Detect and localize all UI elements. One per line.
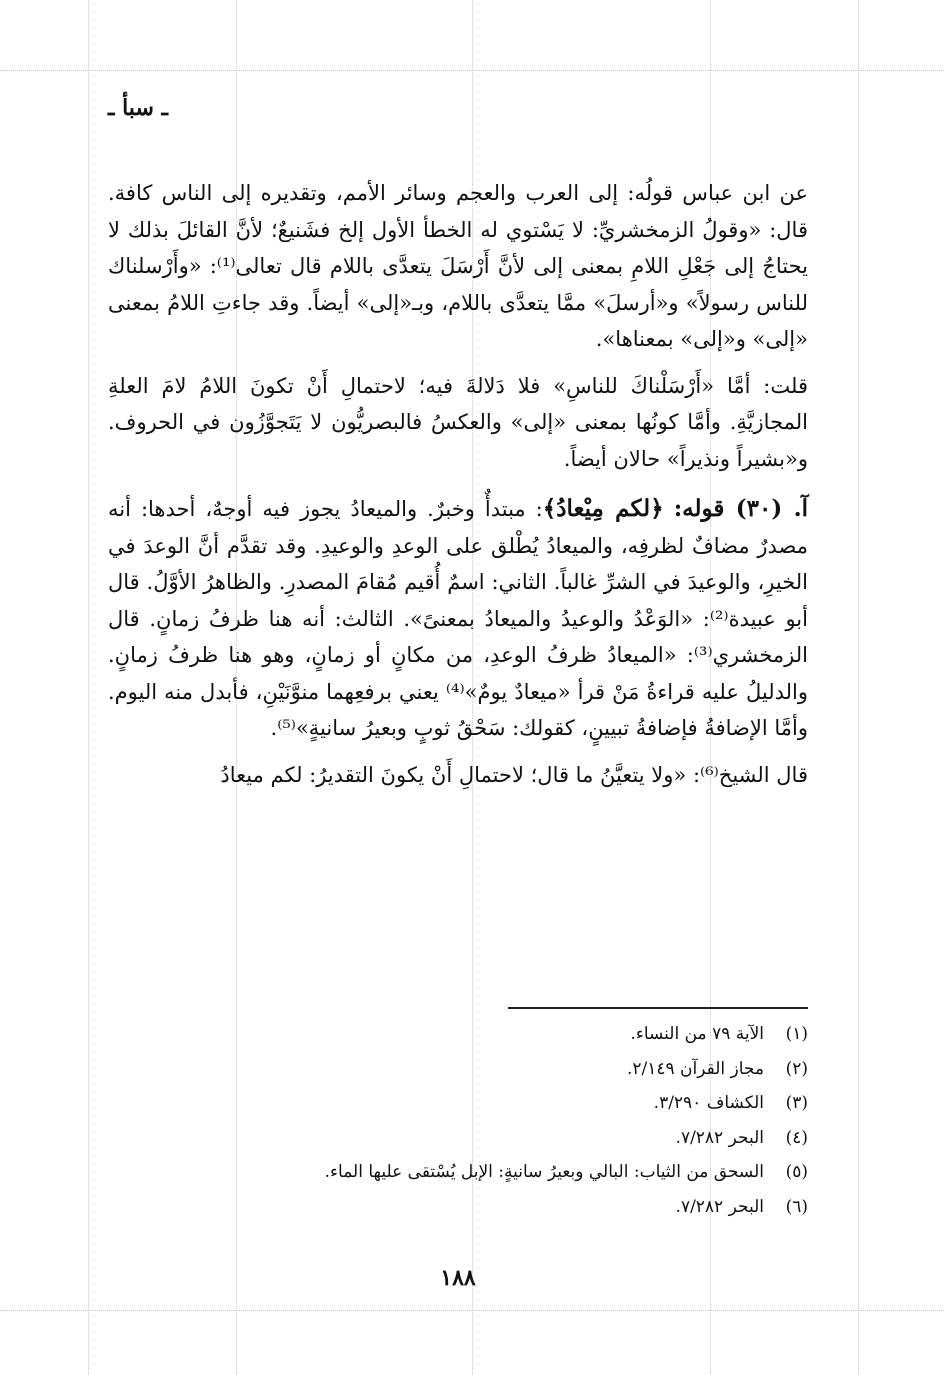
document-page <box>108 85 808 1345</box>
page-number: ١٨٨ <box>440 1265 476 1291</box>
verse-commentary <box>108 491 808 747</box>
paragraph: قلت: أمَّا «أَرْسَلْناكَ للناسِ» فلا دَلالةَ فيه؛ لاحتمالِ أَنْ تكونَ اللامُ لامَ العلةِ المجازيَّةِ. وأمَّا كونُها بمعنى «إلى» والعكسُ فالبصريُّون لا يَتَجوَّزُون في الحروف. و«بشيراً ونذيراً» حالان أيضاً. <box>108 373 808 471</box>
footnote-divider <box>508 1007 808 1009</box>
footnote <box>108 1052 808 1087</box>
footnote <box>108 1155 808 1190</box>
footnote-number: (٦) <box>785 1196 808 1217</box>
guide-line <box>0 70 944 71</box>
footnote-text: الكشاف ٣/٢٩٠. <box>653 1093 764 1113</box>
guide-line <box>88 0 89 1375</box>
footnote-number: (٥) <box>785 1162 808 1182</box>
footnote-text: مجاز القرآن ٢/١٤٩. <box>626 1058 764 1079</box>
footnote <box>108 1017 808 1052</box>
footnote <box>108 1190 808 1225</box>
footnote-text: السحق من الثياب: البالي وبعيرُ سانيةٍ: الإبل يُسْتقى عليها الماء. <box>324 1162 764 1182</box>
footnote-text: البحر ٧/٢٨٢. <box>675 1127 764 1148</box>
footnote-number: (٤) <box>785 1127 808 1148</box>
paragraph: قال الشيخ⁽⁶⁾: «ولا يتعيَّنُ ما قال؛ لاحتمالِ أَنْ يكونَ التقديرُ: لكم ميعادُ <box>220 762 808 787</box>
footnote-text: الآية ٧٩ من النساء. <box>630 1024 764 1044</box>
paragraph: عن ابن عباس قولُه: إلى العرب والعجم وسائر الأمم، وتقديره إلى الناس كافة. قال: «وقولُ الزمخشريِّ: لا يَسْتوي له الخطأ الأول إلخ فشَنيعٌ؛ لأنَّ القائلَ بذلك لا يحتاجُ إلى جَعْلِ اللامِ بمعنى إلى لأنَّ أَرْسَلَ يتعدَّى باللام قال تعالى⁽¹⁾: «وأَرْسلناك للناس رسولاً» و«أرسلَ» ممَّا يتعدَّى باللام، وبـ«إلى» أيضاً. وقد جاءتِ اللامُ بمعنى «إلى» و«إلى» بمعناها». <box>108 181 808 351</box>
footnotes-list <box>108 1017 808 1224</box>
footnote-number: (١) <box>785 1024 808 1044</box>
guide-line <box>858 0 859 1375</box>
footnote-number: (٣) <box>785 1093 808 1113</box>
main-text <box>108 175 808 803</box>
running-header: ـ سبأ ـ <box>108 95 168 121</box>
footnote <box>108 1086 808 1121</box>
footnote <box>108 1121 808 1156</box>
verse-body: : مبتدأٌ وخبرٌ. والميعادُ يجوز فيه أوجهٌ، أحدها: أنه مصدرٌ مضافٌ لظرفِه، والميعادُ يُطْلق على الوعدِ والوعيدِ. وقد تقدَّم أنَّ الوعدَ في الخيرِ، والوعيدَ في الشرِّ غالباً. الثاني: اسمٌ أُقيم مُقامَ المصدرِ. والظاهرُ الأوَّلُ. قال أبو عبيدة⁽²⁾: «الوَعْدُ والوعيدُ والميعادُ بمعنىً». الثالث: أنه هنا ظرفُ زمانٍ. قال الزمخشري⁽³⁾: «الميعادُ ظرفُ الوعدِ، من مكانٍ أو زمانٍ، وهو هنا ظرفُ زمانٍ. والدليلُ عليه قراءةُ مَنْ قرأ «ميعادٌ يومٌ»⁽⁴⁾ يعني برفعِهما منوَّنَيْنِ، فأبدل منه اليوم. وأمَّا الإضافةُ فإضافةُ تبيينٍ، كقولك: سَحْقُ ثوبٍ وبعيرُ سانيةٍ»⁽⁵⁾. <box>108 497 808 740</box>
verse-number: آ. (٣٠) قوله: <box>673 495 808 522</box>
footnote-number: (٢) <box>785 1058 808 1079</box>
footnote-text: البحر ٧/٢٨٢. <box>675 1196 764 1217</box>
quran-quote: ﴿لكم مِيْعادُ﴾ <box>542 495 664 522</box>
